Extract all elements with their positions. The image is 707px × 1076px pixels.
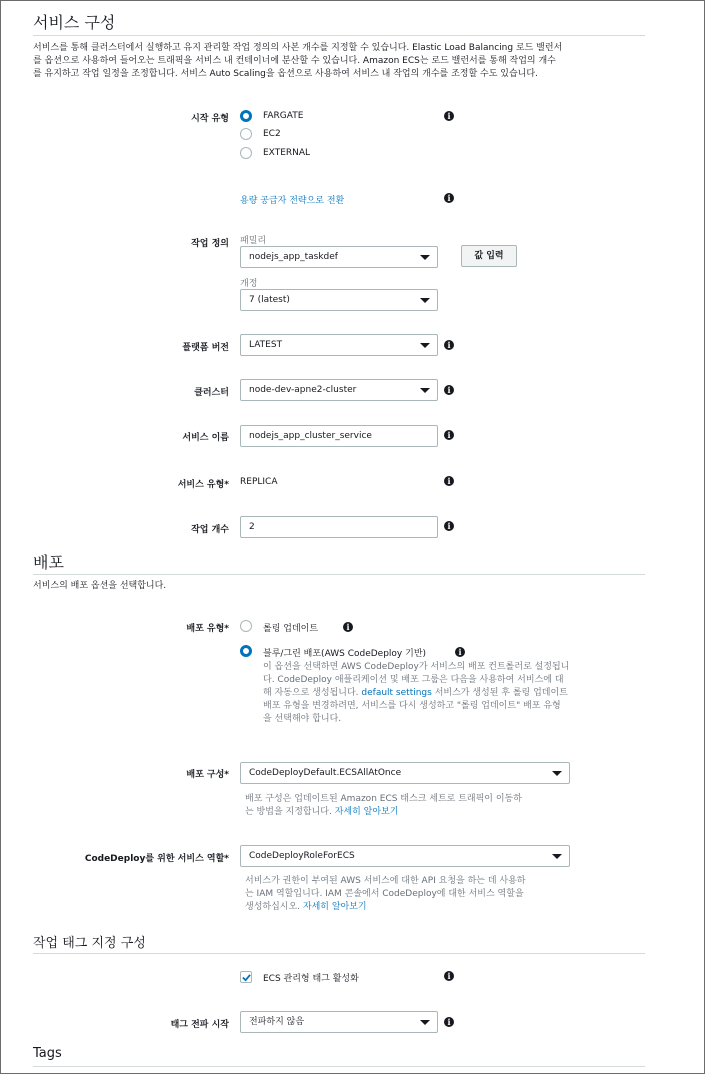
task-count-input[interactable]: 2: [240, 516, 438, 538]
capacity-provider-link[interactable]: 용량 공급자 전략으로 전환: [240, 196, 345, 206]
revision-select[interactable]: 7 (latest): [240, 289, 438, 311]
cluster-select[interactable]: node-dev-apne2-cluster: [240, 379, 438, 401]
radio-external[interactable]: [240, 147, 252, 159]
divider: [33, 953, 645, 954]
info-icon[interactable]: i: [444, 430, 454, 440]
default-settings-link[interactable]: default settings: [361, 688, 432, 698]
radio-blue-green[interactable]: [240, 645, 252, 657]
tagging-section-title: 작업 태그 지정 구성: [33, 936, 146, 951]
service-type-label: 서비스 유형*: [177, 480, 229, 490]
codedeploy-role-select[interactable]: CodeDeployRoleForECS: [240, 845, 570, 867]
propagate-tags-select[interactable]: 전파하지 않음: [240, 1011, 438, 1033]
radio-rolling-update-label[interactable]: 롤링 업데이트: [263, 624, 319, 634]
launch-type-label: 시작 유형: [191, 114, 229, 124]
info-icon[interactable]: i: [343, 622, 353, 632]
chevron-down-icon: [420, 343, 430, 348]
propagate-tags-label: 태그 전파 시작: [170, 1020, 229, 1030]
radio-fargate[interactable]: [240, 110, 252, 122]
checkmark-icon: [242, 973, 251, 982]
info-icon[interactable]: i: [444, 476, 454, 486]
info-icon[interactable]: i: [444, 340, 454, 350]
platform-label: 플랫폼 버전: [182, 343, 229, 353]
deployment-config-help: 배포 구성은 업데이트된 Amazon ECS 태스크 세트로 트래픽이 이동하 는 방법을 지정합니다. 자세히 알아보기: [245, 794, 522, 817]
ecs-managed-tags-label[interactable]: ECS 관리형 태그 활성화: [263, 974, 359, 984]
chevron-down-icon: [420, 388, 430, 393]
learn-more-link[interactable]: 자세히 알아보기: [334, 807, 399, 817]
service-name-label: 서비스 이름: [182, 433, 229, 443]
service-name-input[interactable]: nodejs_app_cluster_service: [240, 425, 438, 447]
radio-rolling-update[interactable]: [240, 620, 252, 632]
radio-fargate-label[interactable]: FARGATE: [263, 111, 304, 121]
divider: [33, 1066, 645, 1067]
deployment-type-label: 배포 유형*: [186, 624, 229, 634]
cluster-label: 클러스터: [194, 388, 229, 398]
family-label: 패밀리: [240, 236, 267, 246]
deployment-config-select[interactable]: CodeDeployDefault.ECSAllAtOnce: [240, 762, 570, 784]
learn-more-link[interactable]: 자세히 알아보기: [302, 902, 367, 912]
info-icon[interactable]: i: [444, 193, 454, 203]
divider: [33, 35, 645, 36]
enter-value-button[interactable]: 값 입력: [461, 245, 517, 267]
chevron-down-icon: [420, 1020, 430, 1025]
radio-external-label[interactable]: EXTERNAL: [263, 148, 311, 158]
radio-ec2[interactable]: [240, 128, 252, 140]
chevron-down-icon: [420, 298, 430, 303]
revision-label: 개정: [240, 279, 258, 289]
service-section-title: 서비스 구성: [33, 13, 116, 32]
codedeploy-role-help: 서비스가 권한이 부여된 AWS 서비스에 대한 API 요청을 하는 데 사용하 는 IAM 역할입니다. IAM 콘솔에서 CodeDeploy에 대한 서비스 역할을 생성하십시오. 자세히 알아보기: [245, 876, 526, 912]
codedeploy-role-label: CodeDeploy를 위한 서비스 역할*: [84, 854, 229, 864]
radio-blue-green-label[interactable]: 블루/그린 배포(AWS CodeDeploy 기반): [263, 649, 427, 659]
service-type-value: REPLICA: [240, 477, 278, 487]
info-icon[interactable]: i: [444, 521, 454, 531]
radio-ec2-label[interactable]: EC2: [263, 129, 281, 139]
deployment-description: 서비스의 배포 옵션을 선택합니다.: [33, 581, 167, 591]
task-count-label: 작업 개수: [191, 525, 229, 535]
deployment-config-label: 배포 구성*: [186, 770, 229, 780]
platform-select[interactable]: LATEST: [240, 334, 438, 356]
tags-section-title: Tags: [33, 1046, 62, 1061]
chevron-down-icon: [552, 771, 562, 776]
chevron-down-icon: [552, 854, 562, 859]
blue-green-help: 이 옵션을 선택하면 AWS CodeDeploy가 서비스의 배포 컨트롤러로 설정됩니 다. CodeDeploy 애플리케이션 및 배포 그룹은 다음을 사용하여 서비스에 대 해 자동으로 생성됩니다. default settings 서비스가 생성된 후 롤링 업데이트 배포 유형을 변경하려면, 서비스를 다시 생성하고 "롤링 업데이트" 배포 유형 을 선택해야 합니다.: [263, 662, 570, 724]
family-select[interactable]: nodejs_app_taskdef: [240, 246, 438, 268]
chevron-down-icon: [420, 255, 430, 260]
deployment-section-title: 배포: [33, 553, 64, 572]
info-icon[interactable]: i: [444, 111, 454, 121]
ecs-managed-tags-checkbox[interactable]: [240, 971, 252, 983]
service-description: 서비스를 통해 클러스터에서 실행하고 유지 관리할 작업 정의의 사본 개수를 지정할 수 있습니다. Elastic Load Balancing 로드 밸런서 를 옵션으로 사용하여 들어오는 트래픽을 서비스 내 컨테이너에 분산할 수 있습니다. Amazon ECS는 로드 밸런서를 통해 작업의 개수 를 유지하고 작업 일정을 조정합니다. 서비스 Auto Scaling을 옵션으로 사용하여 서비스 내 작업의 개수를 조정할 수도 있습니다.: [33, 43, 563, 79]
task-def-label: 작업 정의: [191, 239, 229, 249]
info-icon[interactable]: i: [455, 647, 465, 657]
info-icon[interactable]: i: [444, 1017, 454, 1027]
info-icon[interactable]: i: [444, 971, 454, 981]
info-icon[interactable]: i: [444, 385, 454, 395]
divider: [33, 574, 645, 575]
